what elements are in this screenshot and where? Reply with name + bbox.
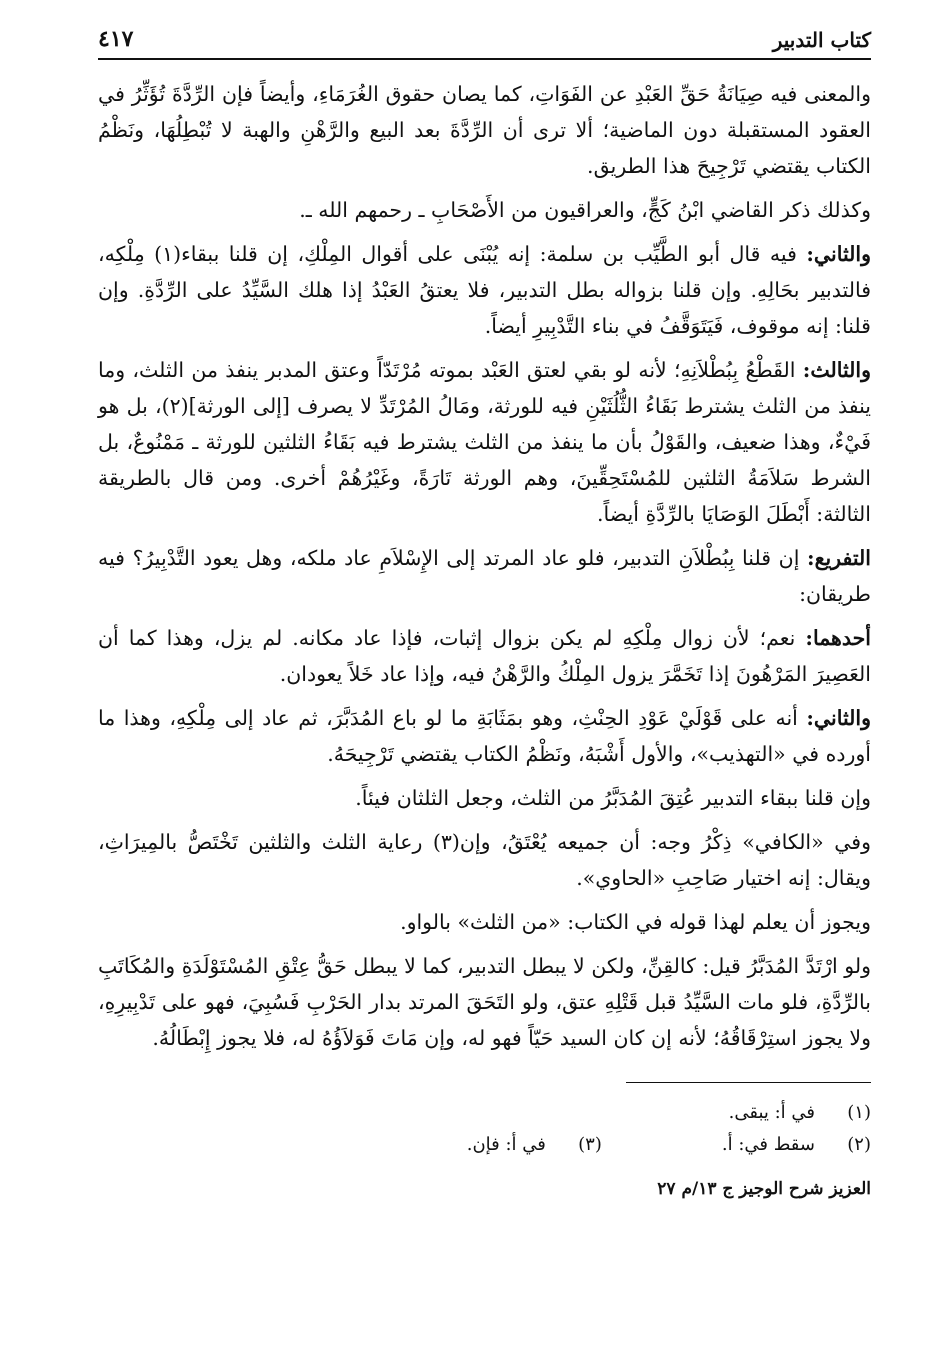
footnote-text: في أ: فإن.	[466, 1134, 546, 1155]
paragraph-6	[98, 620, 871, 692]
paragraph-lead: أحدهما:	[805, 626, 871, 650]
paragraph-11	[98, 948, 871, 1056]
paragraph-text: وإن قلنا ببقاء التدبير عُتِقَ المُدَبَّرُ من الثلث، وجعل الثلثان فيئاً.	[355, 786, 871, 810]
footnote-2	[722, 1129, 871, 1161]
paragraph-2	[98, 192, 871, 228]
paragraph-3	[98, 236, 871, 344]
paragraph-text: وفي «الكافي» ذِكْرُ وجه: أن جميعه يُعْتَقُ، وإن(٣) رعاية الثلث والثلثين تَخْتَصُّ بالمِيرَاثِ، ويقال: إنه اختيار صَاحِبِ «الحاوي».	[98, 830, 871, 890]
paragraph-text: ولو ارْتَدَّ المُدَبَّرُ قيل: كالقِنِّ، ولكن لا يبطل التدبير، كما لا يبطل حَقُّ عِتْقِ المُسْتَوْلَدَةِ والمُكَاتَبِ بالرِّدَّةِ، فلو مات السَّيِّدُ قبل قَتْلِهِ عتق، ولو التَحَقَ المرتد بدار الحَرْبِ فَسُبِيَ، فهو على تَدْبِيرِهِ، ولا يجوز استِرْقَاقُهُ؛ لأنه إن كان السيد حَيّاً فهو له، وإن مَاتَ فَوَلاَؤُهُ له، فلا يجوز إِبْطَالُهُ.	[98, 954, 871, 1050]
footnote-number: (٢)	[847, 1134, 871, 1155]
paragraph-5	[98, 540, 871, 612]
footnote-row	[98, 1129, 871, 1161]
book-title: كتاب التدبير	[772, 28, 871, 52]
footnote-text: في أ: يبقى.	[728, 1102, 815, 1123]
footnotes	[98, 1097, 871, 1161]
paragraph-text: ويجوز أن يعلم لهذا قوله في الكتاب: «من الثلث» بالواو.	[400, 910, 871, 934]
paragraph-10	[98, 904, 871, 940]
paragraph-lead: التفريع:	[807, 546, 871, 570]
main-text	[98, 76, 871, 1056]
paragraph-4	[98, 352, 871, 532]
paragraph-lead: والثالث:	[802, 358, 871, 382]
footnote-1	[98, 1097, 871, 1129]
footnote-text: سقط في: أ.	[721, 1134, 815, 1155]
paragraph-text: والمعنى فيه صِيَانَةُ حَقِّ العَبْدِ عن الفَوَاتِ، كما يصان حقوق الغُرَمَاءِ، وأيضاً فإن الرِّدَّةَ تُؤَثِّرُ في العقود المستقبلة دون الماضية؛ ألا ترى أن الرِّدَّةَ بعد البيع والرَّهْنِ والهبة لا تُبْطِلُهَا، ونَظْمُ الكتاب يقتضي تَرْجِيحَ هذا الطريق.	[98, 82, 871, 178]
paragraph-text: أنه على قَوْلَيْ عَوْدِ الحِنْثِ، وهو بمَثَابَةِ ما لو باع المُدَبَّرَ، ثم عاد إلى مِلْكِهِ، وهذا ما أورده في «التهذيب»، والأول أَشْبَهُ، ونَظْمُ الكتاب يقتضي تَرْجِيحَهُ.	[98, 706, 871, 766]
paragraph-lead: والثاني:	[806, 706, 871, 730]
paragraph-9	[98, 824, 871, 896]
paragraph-1	[98, 76, 871, 184]
footnote-3	[467, 1129, 602, 1161]
footnote-number: (١)	[847, 1102, 871, 1123]
paragraph-text: وكذلك ذكر القاضي ابْنُ كَجٍّ، والعراقيون من الأَصْحَابِ ـ رحمهم الله ـ.	[299, 198, 871, 222]
paragraph-8	[98, 780, 871, 816]
running-header	[98, 22, 871, 60]
page-number: ٤١٧	[98, 26, 134, 52]
paragraph-text: فيه قال أبو الطَّيِّب بن سلمة: إنه يُبْنَى على أقوال المِلْكِ، إن قلنا ببقاء(١) مِلْكِه، فالتدبير بحَالِهِ. وإن قلنا بزواله بطل التدبير، فلا يعتقُ العَبْدُ إذا هلك السَّيِّدُ على الرِّدَّةِ. وإن قلنا: إنه موقوف، فَيَتَوَقَّفُ في بناء التَّدْبِيرِ أيضاً.	[98, 242, 871, 338]
paragraph-text: القَطْعُ بِبُطْلاَنِهِ؛ لأنه لو بقي لعتق العَبْد بموته مُرْتَدّاً وعتق المدبر ينفذ من الثلث، وما ينفذ من الثلث يشترط بَقَاءُ الثُّلُثَيْنِ فيه للورثة، ومَالُ المُرْتَدِّ لا يصرف [إلى الورثة](٢)، بل هو فَيْءٌ، وهذا ضعيف، والقَوْلُ بأن ما ينفذ من الثلث يشترط فيه بَقَاءُ الثلثين للورثة ـ مَمْنُوعٌ، بل الشرط سَلاَمَةُ الثلثين للمُسْتَحِقِّينَ، وهم الورثة تَارَةً، وغَيْرُهُمْ أخرى. ومن قال بالطريقة الثالثة: أَبْطَلَ الوَصَايَا بالرِّدَّةِ أيضاً.	[98, 358, 871, 526]
footnote-number: (٣)	[578, 1134, 602, 1155]
paragraph-text: نعم؛ لأن زوال مِلْكِهِ لم يكن بزوال إثبات، فإذا عاد مكانه. لم يزل، وهذا كما أن العَصِيرَ المَرْهُونَ إذا تَخَمَّرَ يزول المِلْكُ والرَّهْنُ فيه، وإذا عاد خَلاً يعودان.	[98, 626, 871, 686]
paragraph-7	[98, 700, 871, 772]
paragraph-text: إن قلنا بِبُطْلاَنِ التدبير، فلو عاد المرتد إلى الإِسْلاَمِ عاد ملكه، وهل يعود التَّدْبِيرُ؟ فيه طريقان:	[98, 546, 871, 606]
print-signature: العزيز شرح الوجيز ج ١٣/م ٢٧	[657, 1179, 871, 1199]
paragraph-lead: والثاني:	[806, 242, 871, 266]
footnote-divider	[626, 1082, 871, 1083]
